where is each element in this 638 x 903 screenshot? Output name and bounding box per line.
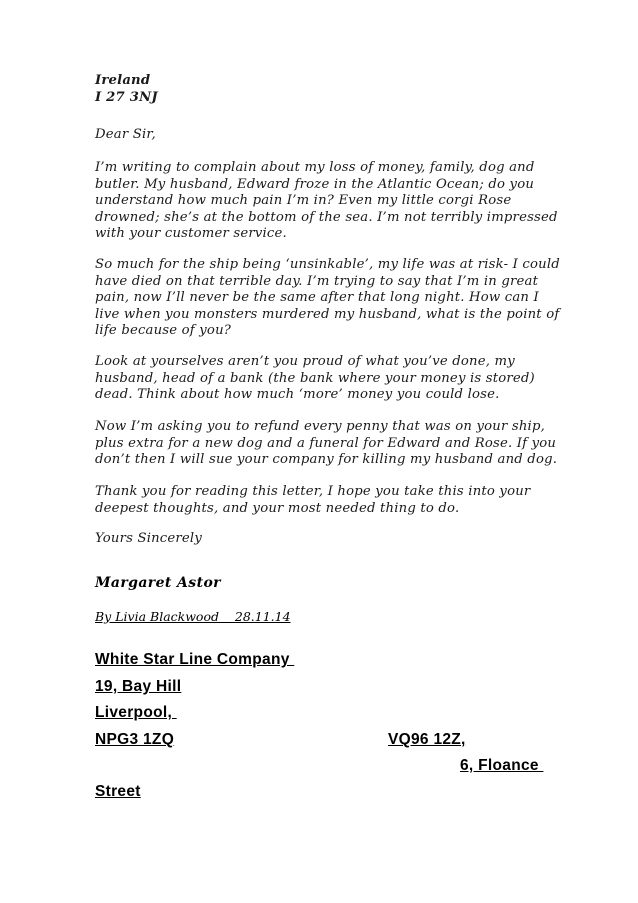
paragraph-1: I’m writing to complain about my loss of money, family, dog and butler. My husband, Edward froze in the Atlantic Ocean; do you understand how much pain I’m in? Even my little corgi Rose drowned; she’s at the bottom of the sea. I’m not terribly impressed with your customer service. xyxy=(95,160,558,241)
byline: By Livia Blackwood 28.11.14 xyxy=(95,609,291,624)
paragraph-3: Look at yourselves aren’t you proud of what you’ve done, my husband, head of a bank (the bank where your money is stored) dead. Think about how much ‘more’ money you could lose. xyxy=(95,354,535,402)
paragraph-5: Thank you for reading this letter, I hope you take this into your deepest thoughts, and your most needed thing to do. xyxy=(95,484,531,516)
right-postcode: VQ96 12Z, xyxy=(388,731,466,748)
recipient-postcode: NPG3 1ZQ xyxy=(95,731,175,748)
sender-postcode: I 27 3NJ xyxy=(95,89,158,105)
salutation: Dear Sir, xyxy=(95,127,156,142)
recipient-street: 19, Bay Hill xyxy=(95,678,182,695)
paragraph-2: So much for the ship being ‘unsinkable’, my life was at risk- I could have died on that terrible day. I’m trying to say that I’m in great pain, now I’ll never be the same after that long night. How can I live when you monsters murdered my husband, what is the point of life because of you? xyxy=(95,257,560,338)
right-street: 6, Floance xyxy=(460,757,544,774)
recipient-city: Liverpool, xyxy=(95,704,177,721)
signature: Margaret Astor xyxy=(95,575,221,591)
paragraph-4: Now I’m asking you to refund every penny that was on your ship, plus extra for a new dog and a funeral for Edward and Rose. If you don’t then I will sue your company for killing my husband and dog. xyxy=(95,419,558,467)
recipient-company: White Star Line Company xyxy=(95,651,295,668)
street-word: Street xyxy=(95,783,141,800)
sender-address xyxy=(95,73,565,106)
closing: Yours Sincerely xyxy=(95,531,202,546)
sender-country: Ireland xyxy=(95,73,151,88)
